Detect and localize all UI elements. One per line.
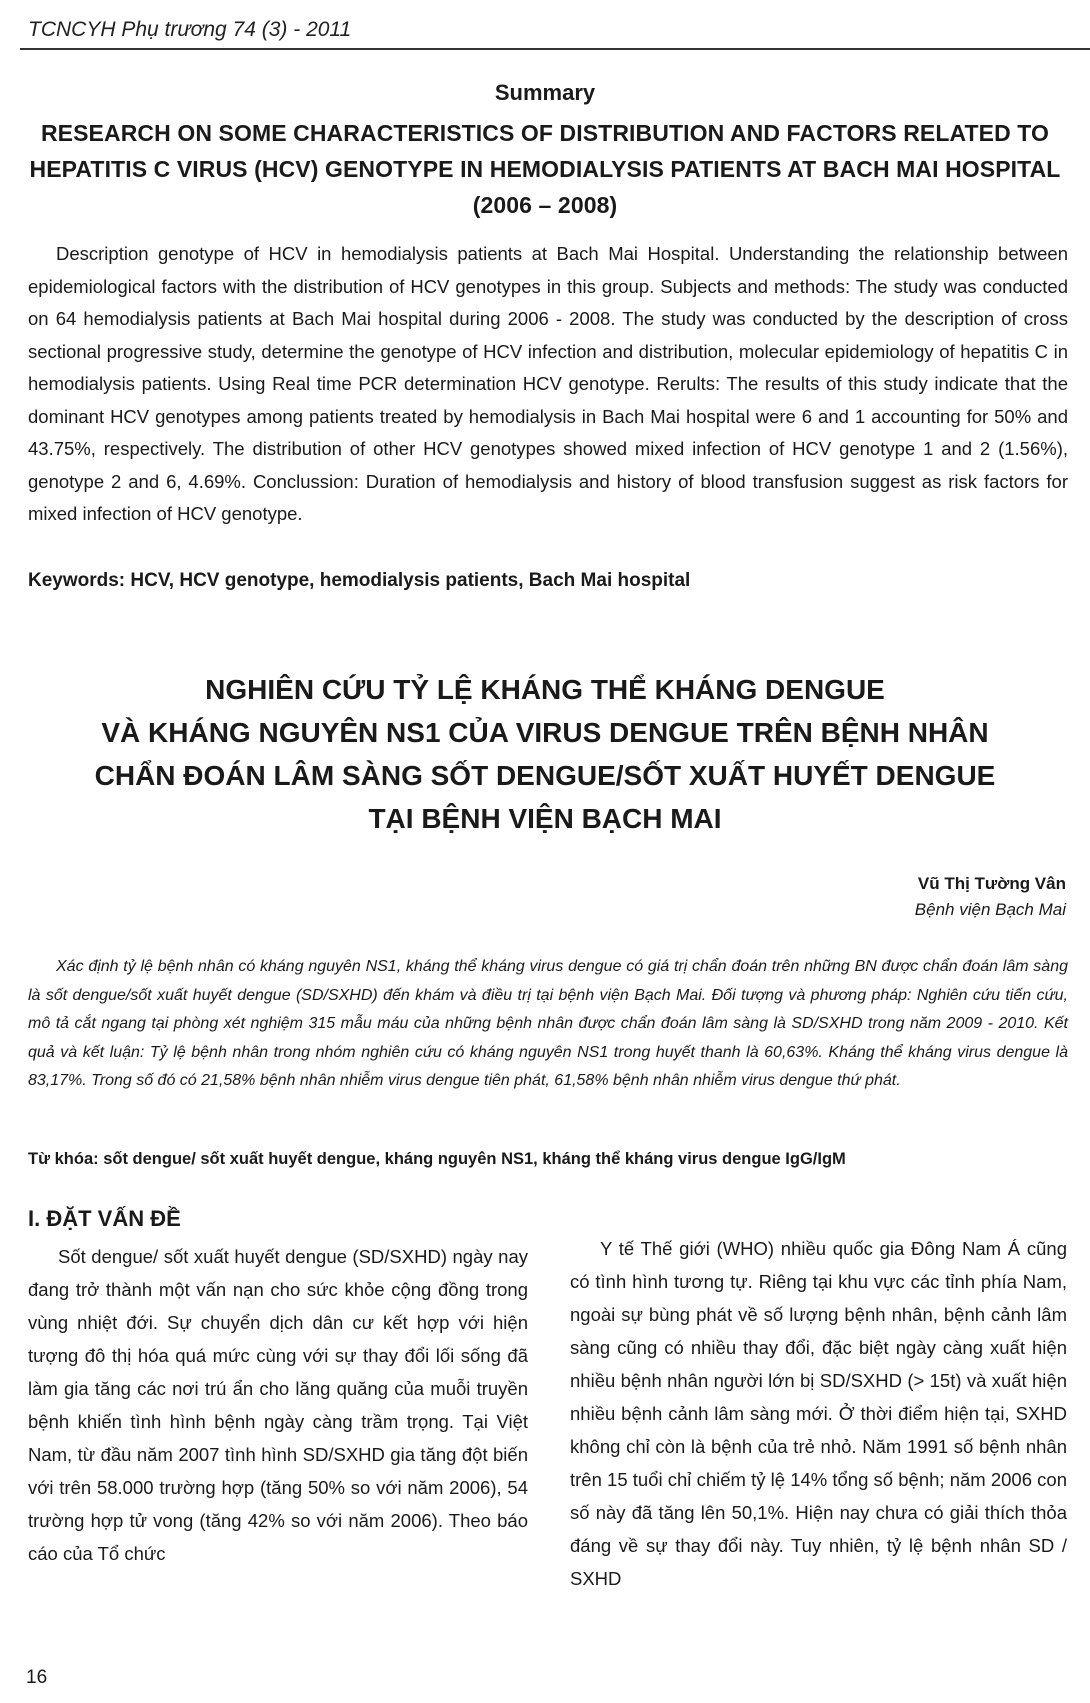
body-paragraph: Y tế Thế giới (WHO) nhiều quốc gia Đông Nam Á cũng có tình hình tương tự. Riêng tại khu vực các tỉnh phía Nam, ngoài sự bùng phát về số lượng bệnh nhân, bệnh cảnh lâm sàng cũng có nhiều thay đổi, đặc biệt ngày càng xuất hiện nhiều bệnh nhân người lớn bị SD/SXHD (> 15t) và xuất hiện nhiều bệnh cảnh lâm sàng mới. Ở thời điểm hiện tại, SXHD không chỉ còn là bệnh của trẻ nhỏ. Năm 1991 số bệnh nhân trên 15 tuổi chỉ chiếm tỷ lệ 14% tổng số bệnh; năm 2006 con số này đã tăng lên 50,1%. Hiện nay chưa có giải thích thỏa đáng về sự thay đổi này. Tuy nhiên, tỷ lệ bệnh nhân SD / SXHD xyxy=(570,1238,1067,1589)
author-block xyxy=(915,871,1066,923)
summary-body: Description genotype of HCV in hemodialysis patients at Bach Mai Hospital. Understanding the relationship between epidemiological factors with the distribution of HCV genotypes in this group. Subjects and methods: The study was conducted on 64 hemodialysis patients at Bach Mai hospital during 2006 - 2008. The study was conducted by the description of cross sectional progressive study, determine the genotype of HCV infection and distribution, molecular epidemiology of hepatitis C in hemodialysis patients. Using Real time PCR determination HCV genotype. Rerults: The results of this study indicate that the dominant HCV genotypes among patients treated by hemodialysis in Bach Mai hospital were 6 and 1 accounting for 50% and 43.75%, respectively. The distribution of other HCV genotypes showed mixed infection of HCV genotype 1 and 2 (1.56%), genotype 2 and 6, 4.69%. Conclussion: Duration of hemodialysis and history of blood transfusion suggest as risk factors for mixed infection of HCV genotype. xyxy=(28,243,1068,524)
article-abstract: Xác định tỷ lệ bệnh nhân có kháng nguyên NS1, kháng thể kháng virus dengue có giá trị chẩn đoán trên những BN được chẩn đoán lâm sàng là sốt dengue/sốt xuất huyết dengue (SD/SXHD) đến khám và điều trị tại bệnh viện Bạch Mai. Đối tượng và phương pháp: Nghiên cứu tiến cứu, mô tả cắt ngang tại phòng xét nghiệm 315 mẫu máu của những bệnh nhân được chẩn đoán lâm sàng là SD/SXHD trong năm 2009 - 2010. Kết quả và kết luận: Tỷ lệ bệnh nhân trong nhóm nghiên cứu có kháng nguyên NS1 trong huyết thanh là 60,63%. Kháng thể kháng virus dengue là 83,17%. Trong số đó có 21,58% bệnh nhân nhiễm virus dengue tiên phát, 61,58% bệnh nhân nhiễm virus dengue thứ phát. xyxy=(28,958,1068,1089)
summary-label: Summary xyxy=(494,80,596,105)
header-rule xyxy=(20,48,1090,50)
author-name: Vũ Thị Tường Vân xyxy=(917,874,1066,893)
summary-keywords: Keywords: HCV, HCV genotype, hemodialysis patients, Bach Mai hospital xyxy=(28,570,691,591)
body-column-left xyxy=(28,1202,528,1570)
article-title-line: NGHIÊN CỨU TỶ LỆ KHÁNG THỂ KHÁNG DENGUE xyxy=(205,674,885,705)
summary-title: RESEARCH ON SOME CHARACTERISTICS OF DISTRIBUTION AND FACTORS RELATED TO HEPATITIS C VIRUS (HCV) GENOTYPE IN HEMODIALYSIS PATIENTS AT BACH MAI HOSPITAL (2006 – 2008) xyxy=(29,120,1061,218)
article-title xyxy=(30,668,1060,840)
article-title-line: VÀ KHÁNG NGUYÊN NS1 CỦA VIRUS DENGUE TRÊN BỆNH NHÂN xyxy=(101,717,989,748)
section-heading: I. ĐẶT VẤN ĐỀ xyxy=(28,1206,181,1231)
author-affiliation: Bệnh viện Bạch Mai xyxy=(914,900,1066,919)
article-keywords: Từ khóa: sốt dengue/ sốt xuất huyết dengue, kháng nguyên NS1, kháng thể kháng virus dengue IgG/IgM xyxy=(28,1150,846,1168)
article-title-line: CHẨN ĐOÁN LÂM SÀNG SỐT DENGUE/SỐT XUẤT HUYẾT DENGUE xyxy=(94,760,996,791)
body-column-right xyxy=(570,1202,1067,1595)
body-paragraph: Sốt dengue/ sốt xuất huyết dengue (SD/SXHD) ngày nay đang trở thành một vấn nạn cho sức khỏe cộng đồng trong vùng nhiệt đới. Sự chuyển dịch dân cư kết hợp với hiện tượng đô thị hóa quá mức cùng với sự thay đổi lối sống đã làm gia tăng các nơi trú ẩn cho lăng quăng của muỗi truyền bệnh khiến tình hình bệnh ngày càng trầm trọng. Tại Việt Nam, từ đầu năm 2007 tình hình SD/SXHD gia tăng đột biến với trên 58.000 trường hợp (tăng 50% so với năm 2006), 54 trường hợp tử vong (tăng 42% so với năm 2006). Theo báo cáo của Tổ chức xyxy=(28,1246,528,1564)
article-title-line: TẠI BỆNH VIỆN BẠCH MAI xyxy=(368,803,722,834)
page-number: 16 xyxy=(26,1667,48,1688)
running-head: TCNCYH Phụ trương 74 (3) - 2011 xyxy=(28,18,352,41)
